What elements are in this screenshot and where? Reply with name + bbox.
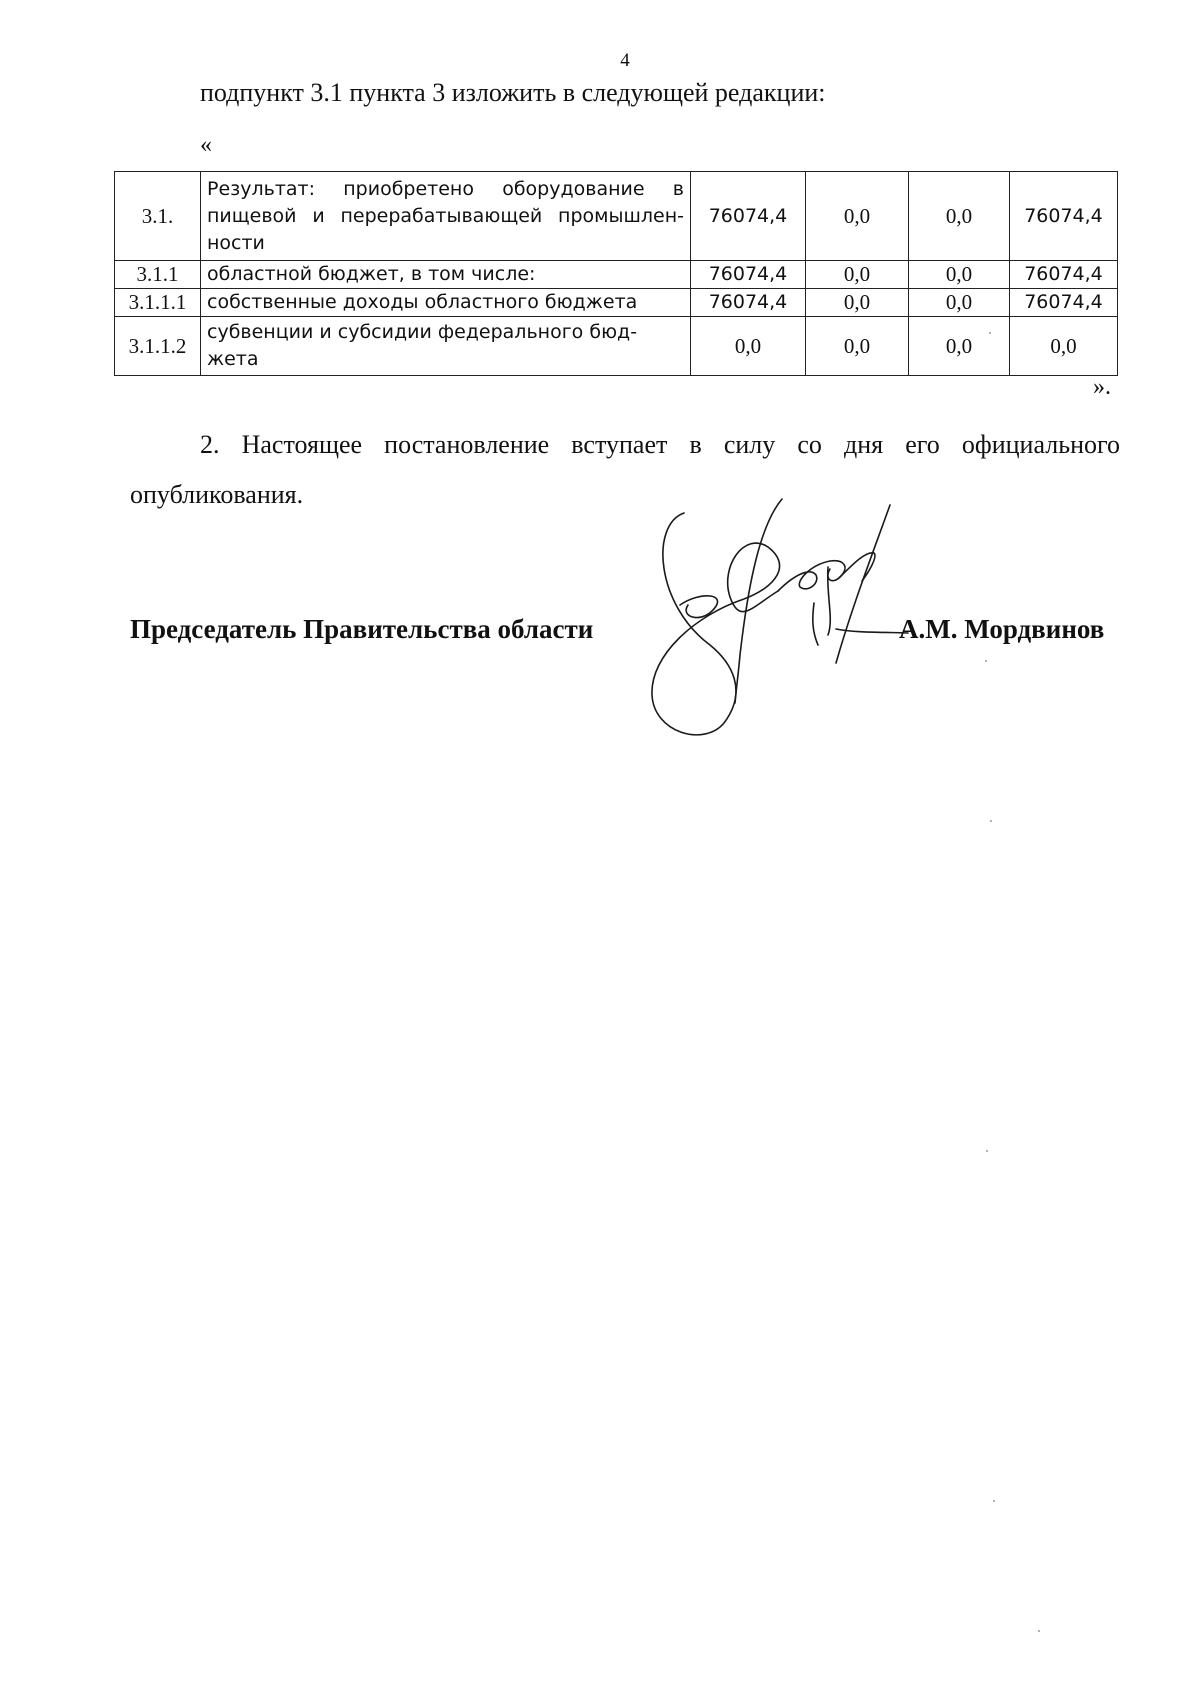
scan-speck	[993, 1500, 995, 1502]
row-code: 3.1.1.2	[115, 317, 201, 376]
row-code: 3.1.1	[115, 261, 201, 289]
row-value: 0,0	[806, 317, 909, 376]
scan-speck	[985, 660, 987, 662]
table-row	[115, 289, 1118, 317]
row-value: 0,0	[691, 317, 806, 376]
table-row	[115, 317, 1118, 376]
row-value: 76074,4	[691, 261, 806, 289]
table-row	[115, 261, 1118, 289]
row-value: 76074,4	[691, 172, 806, 261]
scan-speck	[986, 1150, 988, 1152]
row-value: 0,0	[806, 289, 909, 317]
page-number: 4	[620, 50, 630, 71]
row-value: 76074,4	[691, 289, 806, 317]
signatory-title: Председатель Правительства области	[130, 614, 594, 644]
row-description: Результат: приобретено оборудование в пищевой и перерабатывающей промышлен-ности	[201, 172, 691, 261]
row-code: 3.1.	[115, 172, 201, 261]
row-value: 0,0	[909, 172, 1010, 261]
closing-quote: ».	[1093, 374, 1111, 400]
budget-table	[114, 171, 1118, 376]
scan-speck	[990, 820, 992, 822]
row-value: 0,0	[909, 289, 1010, 317]
table-row	[115, 172, 1118, 261]
row-value: 76074,4	[1010, 172, 1118, 261]
row-description: областной бюджет, в том числе:	[201, 261, 691, 289]
paragraph-2	[130, 420, 1120, 520]
row-description: собственные доходы областного бюджета	[201, 289, 691, 317]
row-value: 0,0	[909, 317, 1010, 376]
row-value: 0,0	[806, 172, 909, 261]
row-value: 0,0	[1010, 317, 1118, 376]
row-description: субвенции и субсидии федерального бюд-жета	[201, 317, 691, 376]
opening-quote: «	[200, 132, 212, 158]
scan-speck	[989, 332, 991, 334]
row-value: 0,0	[909, 261, 1010, 289]
signature-image	[640, 495, 940, 745]
intro-text: подпункт 3.1 пункта 3 изложить в следующей редакции:	[200, 78, 826, 107]
row-value: 0,0	[806, 261, 909, 289]
signatory-name: А.М. Мордвинов	[899, 614, 1105, 644]
scan-speck	[1038, 1630, 1040, 1632]
row-code: 3.1.1.1	[115, 289, 201, 317]
paragraph-2-text: 2. Настоящее постановление вступает в силу со дня его официального опубликования.	[130, 430, 1120, 509]
row-value: 76074,4	[1010, 261, 1118, 289]
row-value: 76074,4	[1010, 289, 1118, 317]
